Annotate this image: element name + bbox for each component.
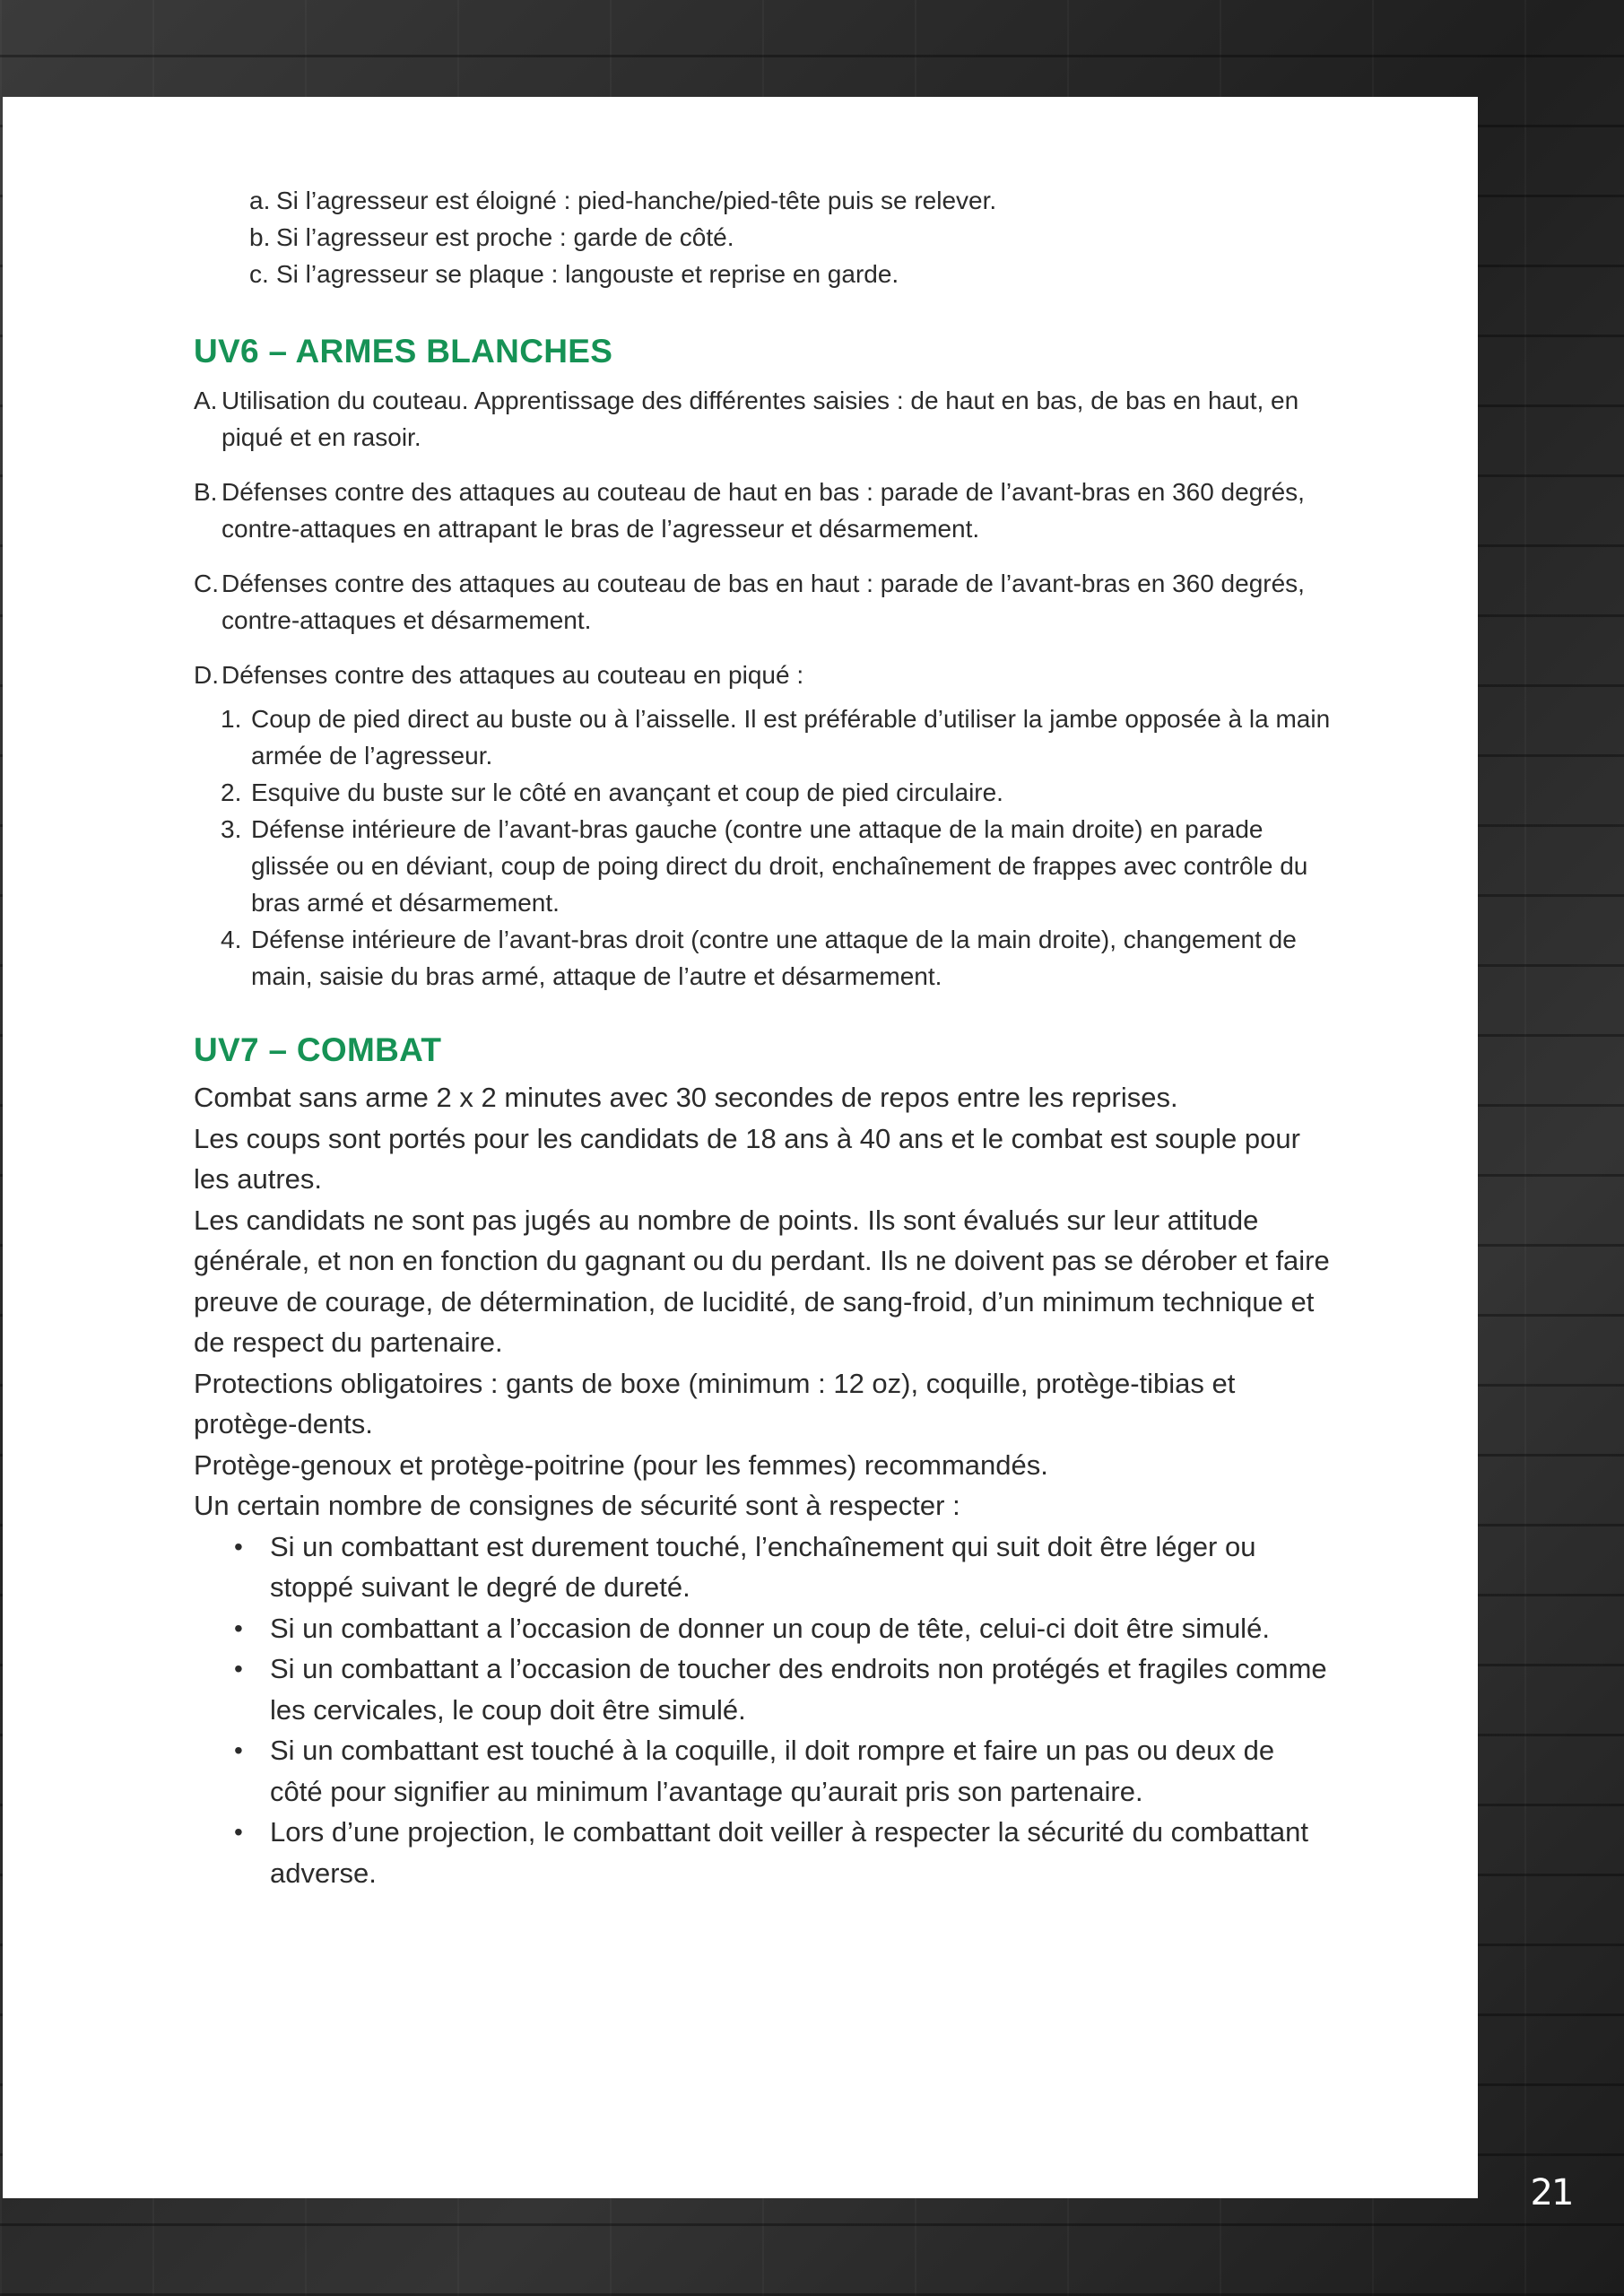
list-item [234,1608,1334,1649]
item-label: 1. [221,705,242,733]
list-item [221,774,1334,811]
intro-list [194,182,1334,292]
entry-label: B. [194,478,218,506]
item-text: Défense intérieure de l’avant-bras gauche (contre une attaque de la main droite) en parade glissée ou en déviant, coup de poing direct du droit, enchaînement de frappes avec contrôle du bras armé et désarmement. [251,815,1308,917]
safety-bullet-list [234,1526,1334,1894]
uv6-section [194,382,1334,995]
entry-label: D. [194,661,219,689]
uv6-entry-d [194,657,1334,693]
item-text: Si l’agresseur est proche : garde de côté. [276,223,734,251]
item-label: c. [249,260,269,288]
entry-label: C. [194,570,219,597]
list-item [249,182,1334,219]
uv6-entry-b [194,474,1334,547]
list-item [221,700,1334,774]
paragraph: Combat sans arme 2 x 2 minutes avec 30 secondes de repos entre les reprises. [194,1082,1178,1113]
bullet-icon: • [234,1818,243,1846]
item-text: Si l’agresseur se plaque : langouste et reprise en garde. [276,260,899,288]
item-text: Défense intérieure de l’avant-bras droit (contre une attaque de la main droite), changement de main, saisie du bras armé, attaque de l’autre et désarmement. [251,926,1297,990]
paragraph: Les candidats ne sont pas jugés au nombre de points. Ils sont évalués sur leur attitude générale, et non en fonction du gagnant ou du perdant. Ils ne doivent pas se dérober et faire preuve de courage, de détermination, de lucidité, de sang-froid, d’un minimum technique et de respect du partenaire. [194,1204,1330,1358]
entry-text: Défenses contre des attaques au couteau de haut en bas : parade de l’avant-bras en 360 degrés, contre-attaques en attrapant le bras de l’agresseur et désarmement. [221,478,1305,543]
page-content [194,182,1334,1893]
item-text: Si un combattant a l’occasion de donner un coup de tête, celui-ci doit être simulé. [270,1612,1270,1644]
uv6-numbered-list [221,700,1334,995]
document-page [3,97,1478,2198]
item-text: Si un combattant est durement touché, l’enchaînement qui suit doit être léger ou stoppé suivant le degré de dureté. [270,1530,1256,1603]
paragraph: Un certain nombre de consignes de sécurité sont à respecter : [194,1490,960,1521]
list-item [249,256,1334,292]
paragraph: Les coups sont portés pour les candidats de 18 ans à 40 ans et le combat est souple pour les autres. [194,1122,1300,1195]
item-label: b. [249,223,271,251]
item-label: 2. [221,778,242,806]
entry-text: Défenses contre des attaques au couteau en piqué : [221,661,804,689]
list-item [234,1526,1334,1608]
entry-label: A. [194,387,218,414]
uv6-heading: UV6 – ARMES BLANCHES [194,333,613,370]
uv7-heading: UV7 – COMBAT [194,1031,442,1068]
entry-text: Défenses contre des attaques au couteau de bas en haut : parade de l’avant-bras en 360 degrés, contre-attaques et désarmement. [221,570,1305,634]
bullet-icon: • [234,1655,243,1683]
page-number: 21 [1530,2172,1573,2213]
uv6-entry-a [194,382,1334,456]
entry-text: Utilisation du couteau. Apprentissage des différentes saisies : de haut en bas, de bas en haut, en piqué et en rasoir. [221,387,1299,451]
item-text: Coup de pied direct au buste ou à l’aisselle. Il est préférable d’utiliser la jambe opposée à la main armée de l’agresseur. [251,705,1331,770]
item-text: Esquive du buste sur le côté en avançant et coup de pied circulaire. [251,778,1003,806]
list-item [221,921,1334,995]
list-item [234,1812,1334,1893]
item-label: 4. [221,926,242,953]
item-label: a. [249,187,271,214]
item-text: Si un combattant a l’occasion de toucher des endroits non protégés et fragiles comme les cervicales, le coup doit être simulé. [270,1653,1327,1726]
bullet-icon: • [234,1532,243,1561]
item-text: Si l’agresseur est éloigné : pied-hanche/pied-tête puis se relever. [276,187,997,214]
list-item [221,811,1334,921]
list-item [234,1648,1334,1730]
item-text: Lors d’une projection, le combattant doit veiller à respecter la sécurité du combattant adverse. [270,1816,1308,1889]
list-item [249,219,1334,256]
paragraph: Protège-genoux et protège-poitrine (pour les femmes) recommandés. [194,1448,1048,1481]
list-item [234,1730,1334,1812]
uv7-section [194,1077,1334,1893]
paragraph: Protections obligatoires : gants de boxe (minimum : 12 oz), coquille, protège-tibias et protège-dents. [194,1367,1236,1439]
uv6-entry-c [194,565,1334,639]
item-text: Si un combattant est touché à la coquille, il doit rompre et faire un pas ou deux de côté pour signifier au minimum l’avantage qu’aurait pris son partenaire. [270,1735,1275,1807]
item-label: 3. [221,815,242,843]
bullet-icon: • [234,1613,243,1642]
bullet-icon: • [234,1736,243,1764]
